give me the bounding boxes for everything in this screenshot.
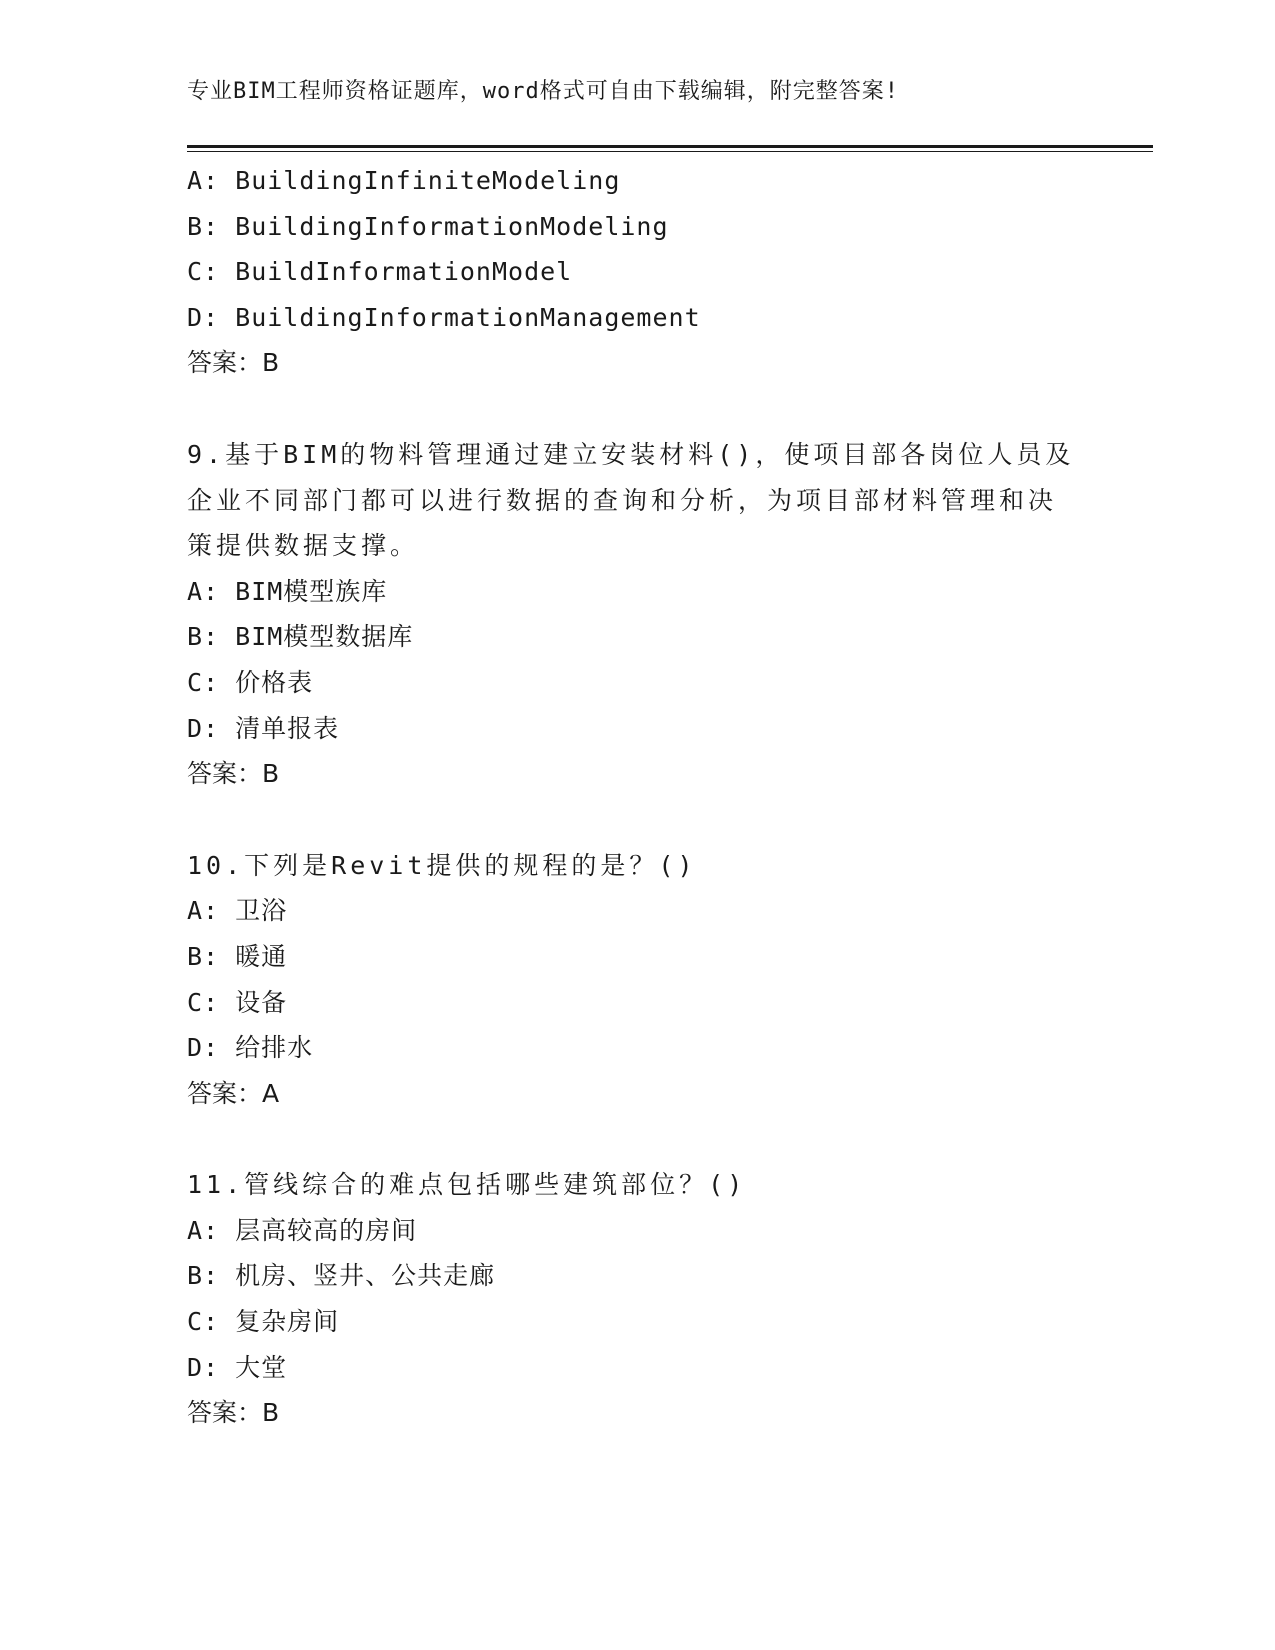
option-d: D: 清单报表 bbox=[187, 713, 340, 743]
stem-line: 10.下列是Revit提供的规程的是？() bbox=[187, 850, 697, 880]
stem-line: 11.管线综合的难点包括哪些建筑部位？() bbox=[187, 1170, 747, 1200]
option-a: A: BuildingInfiniteModeling bbox=[187, 166, 621, 195]
question-stem bbox=[187, 843, 1087, 889]
question-10 bbox=[187, 843, 1087, 1117]
option-c: C: BuildInformationModel bbox=[187, 257, 573, 287]
option-a: A: 卫浴 bbox=[187, 896, 288, 926]
option-b: B: 暖通 bbox=[187, 941, 288, 971]
header-rule-thick bbox=[187, 145, 1153, 148]
option-a: A: BIM模型族库 bbox=[187, 576, 388, 606]
option-d: D: 大堂 bbox=[187, 1352, 288, 1382]
option-d: D: 给排水 bbox=[187, 1033, 314, 1063]
page-header: 专业BIM工程师资格证题库，word格式可自由下载编辑，附完整答案! bbox=[187, 79, 899, 104]
option-a: A: 层高较高的房间 bbox=[187, 1215, 418, 1245]
header-rule-thin bbox=[187, 151, 1153, 152]
option-d: D: BuildingInformationManagement bbox=[187, 302, 701, 332]
stem-line: 9.基于BIM的物料管理通过建立安装材料()，使项目部各岗位人员及 bbox=[187, 439, 1075, 469]
option-c: C: 复杂房间 bbox=[187, 1307, 340, 1337]
option-b: B: BuildingInformationModeling bbox=[187, 211, 669, 241]
answer: 答案：B bbox=[187, 1398, 280, 1428]
option-c: C: 设备 bbox=[187, 987, 288, 1017]
question-stem bbox=[187, 1162, 1087, 1208]
stem-line: 企业不同部门都可以进行数据的查询和分析，为项目部材料管理和决 bbox=[187, 485, 1058, 515]
option-b: B: BIM模型数据库 bbox=[187, 622, 414, 652]
question-8 bbox=[187, 158, 1087, 386]
question-stem bbox=[187, 432, 1087, 569]
stem-line: 策提供数据支撑。 bbox=[187, 531, 420, 561]
option-b: B: 机房、竖井、公共走廊 bbox=[187, 1261, 496, 1291]
question-11 bbox=[187, 1162, 1087, 1436]
option-c: C: 价格表 bbox=[187, 667, 314, 697]
answer: 答案：B bbox=[187, 348, 280, 378]
answer: 答案：B bbox=[187, 759, 280, 789]
question-9 bbox=[187, 432, 1087, 797]
answer: 答案：A bbox=[187, 1078, 280, 1108]
question-list bbox=[187, 158, 1087, 1436]
